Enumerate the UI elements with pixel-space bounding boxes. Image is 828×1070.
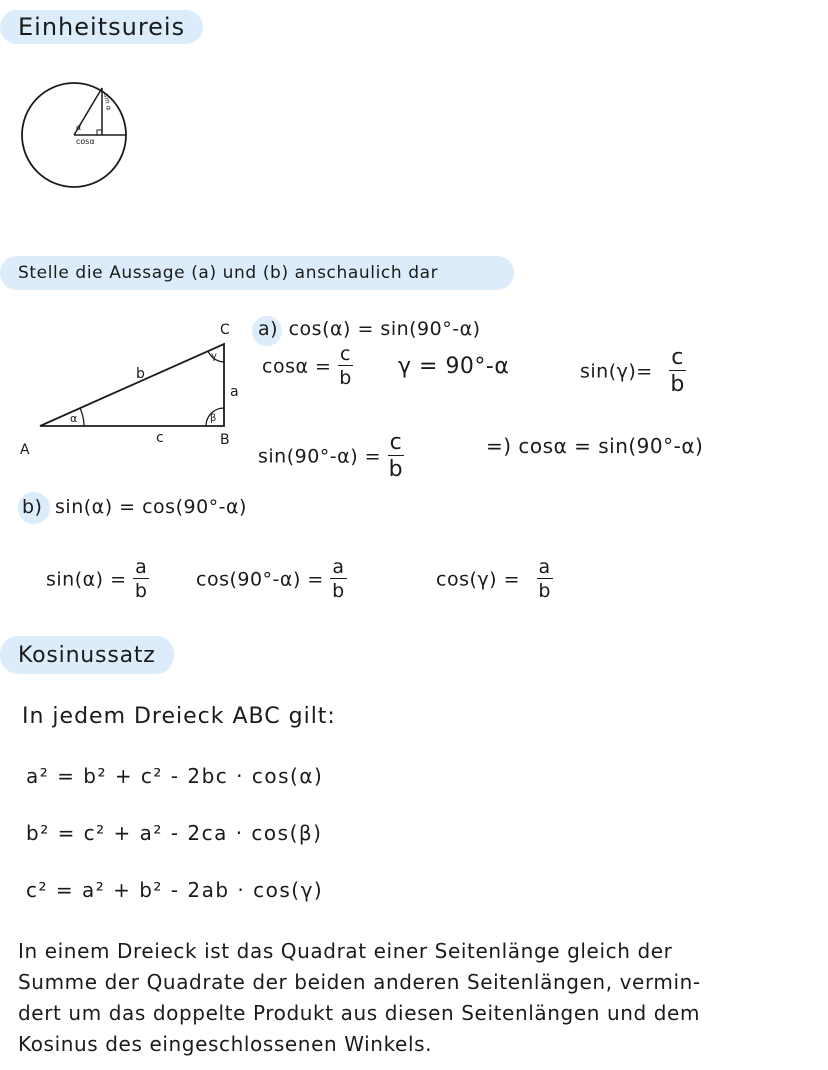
part-b-sin-ratio (46, 558, 149, 601)
law-formula-b: b² = c² + a² - 2ca · cos(β) (26, 821, 323, 845)
part-a-header (258, 318, 481, 340)
part-b-cos90-fraction (330, 558, 346, 601)
law-paragraph-line: In einem Dreieck ist das Quadrat einer Seitenlänge gleich der (18, 939, 673, 963)
part-a-sin-gamma (580, 347, 686, 396)
part-a-statement: cos(α) = sin(90°-α) (288, 318, 481, 340)
unit-circle-cos: cosα (76, 137, 95, 146)
side-c-label: c (156, 430, 164, 446)
angle-gamma-label: γ (211, 351, 217, 362)
part-a-cos-lhs: cosα = (262, 355, 332, 378)
part-b-cos-gamma-lhs: cos(γ) = (436, 568, 520, 591)
part-b-sin-fraction (133, 558, 149, 601)
vertex-b-label: B (220, 432, 230, 448)
fraction-numerator: a (135, 556, 148, 578)
part-a-sin90-fraction (388, 432, 405, 481)
part-a-sin90-lhs: sin(90°-α) = (258, 445, 382, 468)
fraction-numerator: a (332, 556, 345, 578)
heading-law-of-cosines (0, 636, 174, 674)
fraction-denominator: b (134, 580, 148, 602)
fraction-numerator: c (340, 343, 351, 365)
unit-circle-figure (18, 80, 138, 195)
fraction-numerator: c (671, 345, 684, 370)
part-a-sin-gamma-lhs: sin(γ)= (580, 360, 653, 383)
fraction-denominator: b (332, 580, 345, 602)
fraction-denominator: b (670, 372, 685, 397)
vertex-a-label: A (20, 442, 30, 458)
law-paragraph-line: Kosinus des eingeschlossenen Winkels. (18, 1032, 433, 1056)
law-formula-c: c² = a² + b² - 2ab · cos(γ) (26, 878, 324, 902)
angle-beta-label: β (210, 413, 217, 424)
triangle-abc (40, 344, 224, 426)
part-a-conclusion: =) cosα = sin(90°-α) (486, 434, 704, 458)
part-b-cos-gamma-fraction (537, 558, 553, 601)
part-b-cos90-lhs: cos(90°-α) = (196, 568, 324, 591)
heading-task (0, 256, 514, 290)
fraction-numerator: c (389, 430, 403, 455)
law-formula-a: a² = b² + c² - 2bc · cos(α) (26, 764, 324, 788)
law-paragraph-line: Summe der Quadrate der beiden anderen Seitenlängen, vermin- (18, 970, 701, 994)
law-intro: In jedem Dreieck ABC gilt: (22, 704, 336, 729)
part-b-sin-lhs: sin(α) = (46, 568, 127, 591)
part-a-cos-ratio (262, 345, 353, 388)
fraction-denominator: b (538, 580, 551, 602)
vertex-c-label: C (220, 322, 230, 338)
part-a-label: a) (258, 318, 279, 340)
part-b-statement: sin(α) = cos(90°-α) (55, 496, 247, 518)
unit-circle-alpha: α (76, 123, 82, 132)
fraction-numerator: a (538, 556, 551, 578)
part-a-gamma-eq: γ = 90°-α (398, 354, 510, 379)
fraction-denominator: b (388, 457, 404, 482)
part-b-cos90 (196, 558, 347, 601)
part-a-sin90 (258, 432, 404, 481)
part-b-header (22, 496, 247, 518)
heading-task-text: Stelle die Aussage (a) und (b) anschaulich dar (18, 263, 439, 283)
part-a-fraction (338, 345, 353, 388)
part-b-label: b) (22, 496, 43, 518)
heading-unit-circle (0, 10, 203, 44)
angle-alpha-label: α (70, 412, 78, 425)
side-a-label: a (230, 384, 239, 400)
part-a-sin-gamma-fraction (669, 347, 686, 396)
triangle-figure (14, 318, 249, 458)
law-paragraph-line: dert um das doppelte Produkt aus diesen Seitenlängen und dem (18, 1001, 701, 1025)
unit-circle-sin: sin α (102, 92, 113, 111)
heading-law-of-cosines-text: Kosinussatz (18, 642, 156, 668)
part-b-cos-gamma (436, 558, 553, 601)
angle-alpha-arc (80, 408, 84, 426)
heading-unit-circle-text: Einheitsureis (18, 13, 186, 41)
side-b-label: b (136, 366, 145, 382)
law-paragraph (18, 936, 808, 1060)
fraction-denominator: b (339, 367, 352, 389)
